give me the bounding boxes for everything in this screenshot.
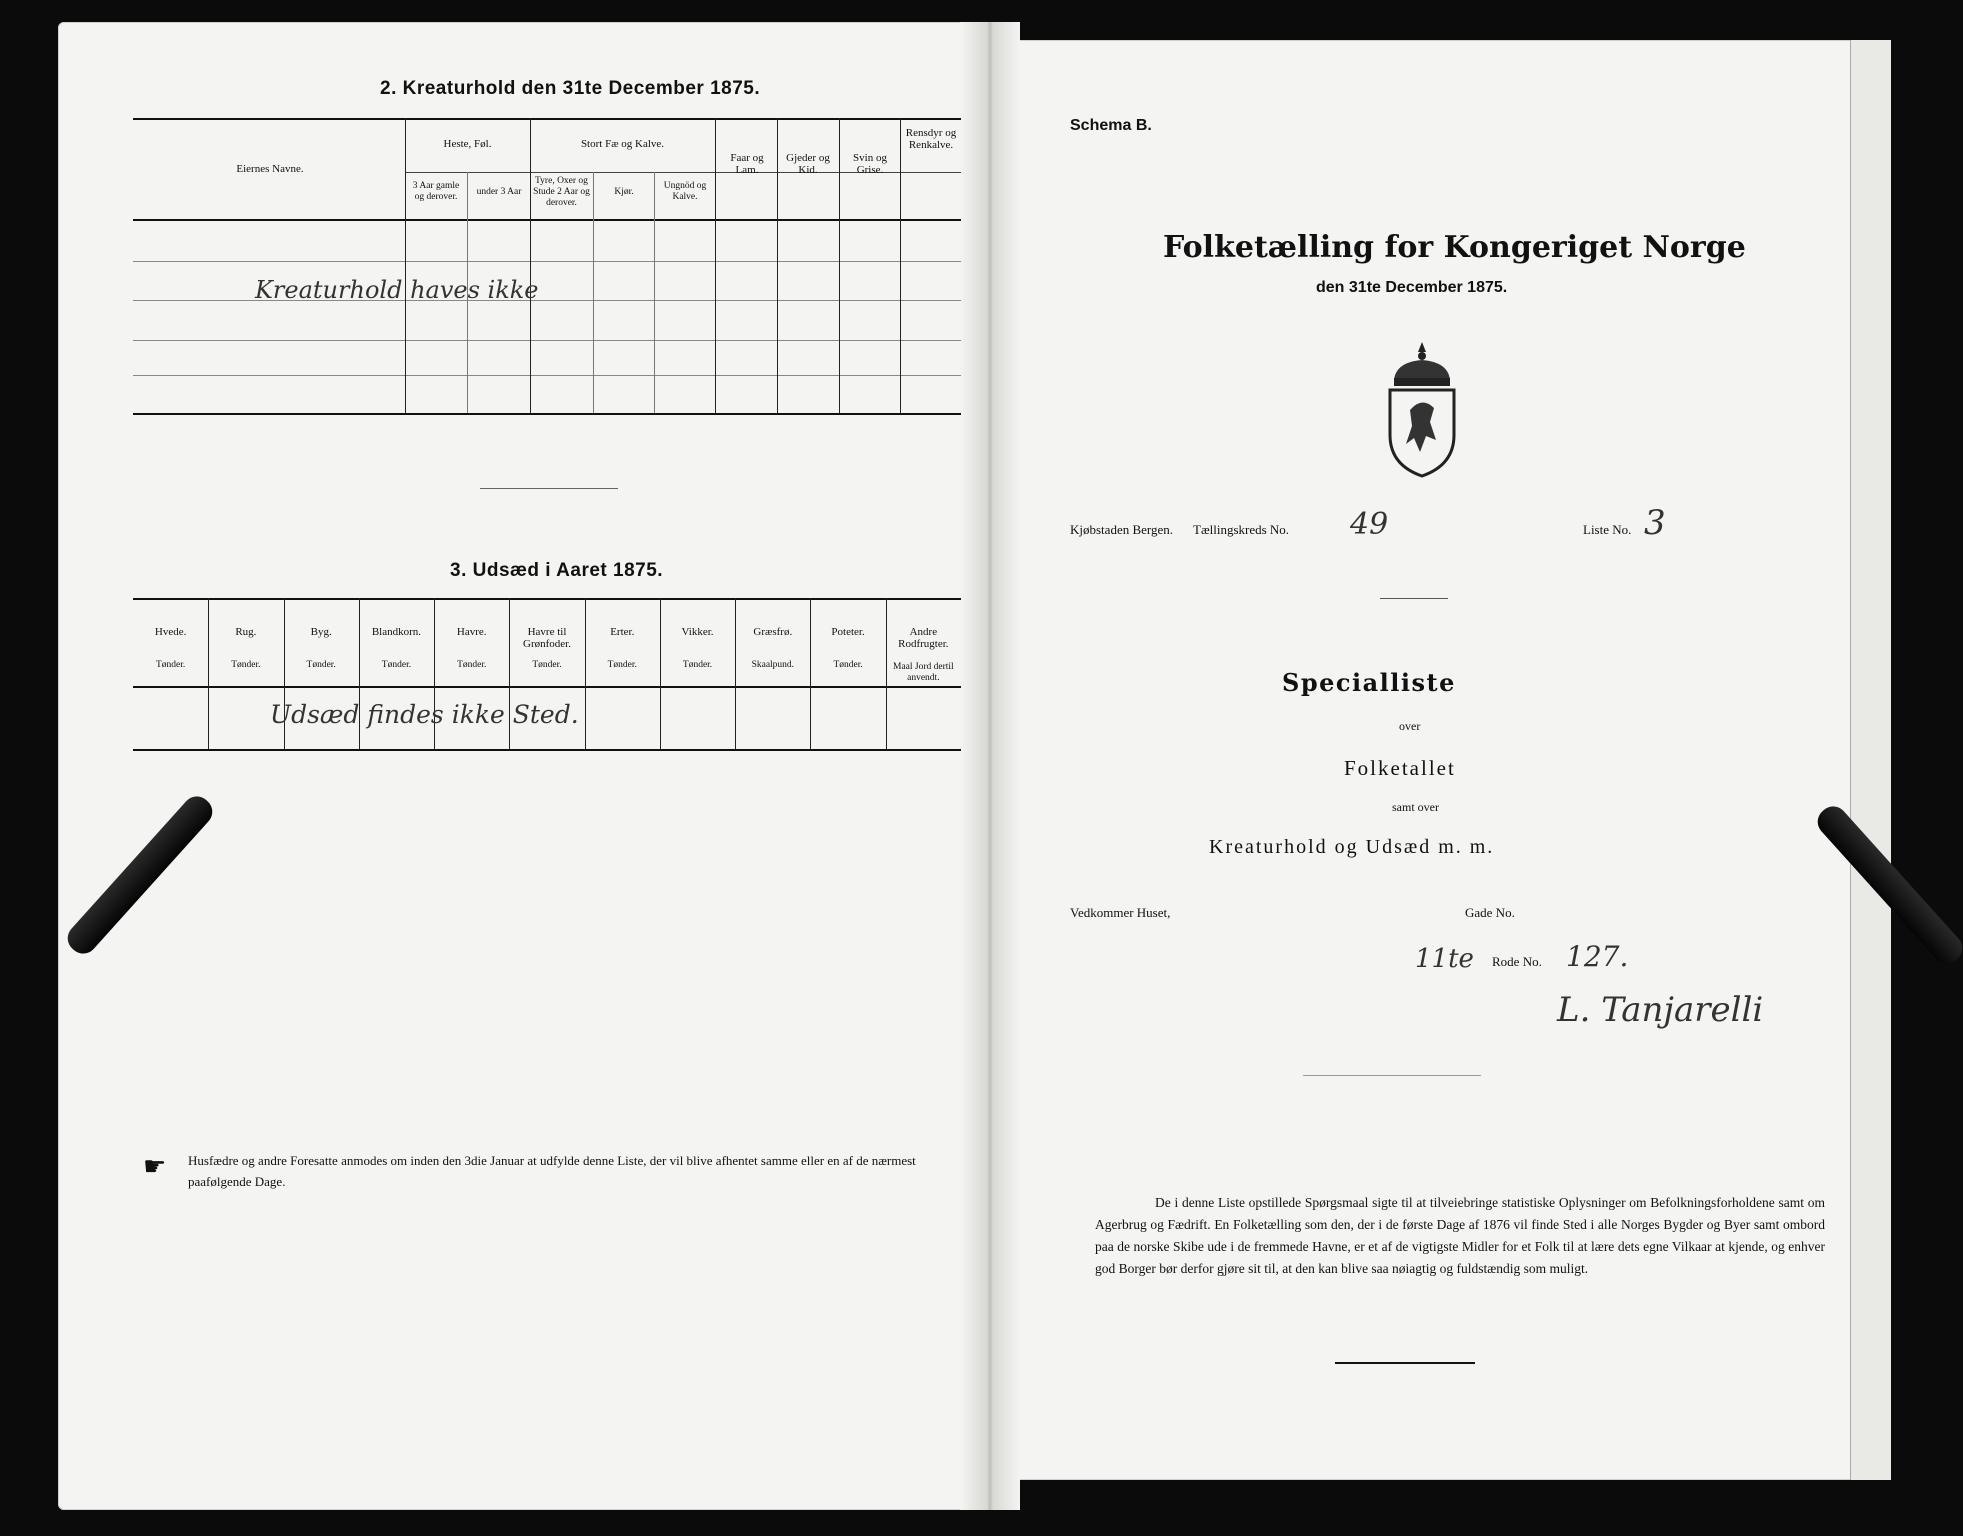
table3-top-rule — [133, 598, 961, 600]
col-cattle-bulls-header: Tyre, Oxer og Stude 2 Aar og derover. — [533, 176, 590, 208]
table3-col-label: Havre til Grønfoder. — [523, 626, 571, 650]
table2-col-divider — [839, 118, 840, 413]
section2-title: 2. Kreaturhold den 31te December 1875. — [380, 78, 761, 99]
street-label: Gade No. — [1465, 905, 1515, 920]
table3-col-label: Vikker. — [681, 626, 714, 638]
handwritten-sowing-entry: Udsæd findes ikke Sted. — [270, 700, 579, 729]
table3-col-unit: Tønder. — [833, 660, 863, 670]
table3-col-divider — [810, 598, 811, 749]
col-horses-young-header: under 3 Aar — [476, 187, 522, 197]
rode-value: 127. — [1566, 940, 1629, 973]
livestock-sowing-label: Kreaturhold og Udsæd m. m. — [1209, 836, 1495, 858]
table3-col-label: Hvede. — [154, 626, 187, 638]
table3-col-unit: Tønder. — [155, 660, 186, 670]
separator-rule — [1380, 598, 1448, 599]
closing-rule — [1335, 1362, 1475, 1364]
samt-over-label: samt over — [1392, 800, 1439, 814]
table3-col-unit: Tønder. — [381, 660, 412, 670]
table3-col-label: Rug. — [235, 626, 257, 638]
over-label: over — [1399, 719, 1421, 733]
coat-of-arms-icon — [1382, 340, 1462, 480]
table3-header-rule — [133, 686, 961, 688]
table3-col-label: Blandkorn. — [371, 626, 422, 638]
table3-col-label: Havre. — [456, 626, 487, 638]
col-pigs-header: Svin og Grise. — [853, 152, 887, 176]
list-label: Liste No. — [1583, 522, 1632, 537]
table3-col-unit: Tønder. — [457, 660, 487, 670]
table2-col-divider — [593, 172, 594, 413]
col-owner-header: Eiernes Navne. — [236, 163, 304, 175]
col-reindeer-header: Rensdyr og Renkalve. — [905, 127, 957, 151]
section3-title: 3. Udsæd i Aaret 1875. — [450, 560, 664, 581]
table3-col-label: Erter. — [610, 626, 635, 638]
col-goats-header: Gjeder og Kid. — [786, 152, 830, 176]
table3-col-divider — [585, 598, 586, 749]
col-cattle-cows-header: Kjør. — [614, 187, 634, 197]
handwritten-livestock-entry: Kreaturhold haves ikke — [255, 276, 539, 304]
list-value: 3 — [1644, 503, 1666, 543]
footnote-text: Husfædre og andre Foresatte anmodes om inden den 3die Januar at udfylde denne Liste, der vil blive afhentet samme eller en af de nærmest paafølgende Dage. — [188, 1153, 916, 1189]
table3-col-unit: Tønder. — [532, 660, 562, 670]
district-value: 49 — [1350, 507, 1389, 542]
district-label: Tællingskreds No. — [1193, 522, 1290, 537]
separator-rule — [1303, 1075, 1481, 1076]
table3-col-divider — [208, 598, 209, 749]
table3-col-unit: Tønder. — [607, 660, 637, 670]
table2-row-rule — [133, 340, 961, 341]
table3-col-unit: Skaalpund. — [751, 660, 795, 670]
rode-label: Rode No. — [1492, 954, 1542, 969]
table3-col-label: Poteter. — [831, 626, 865, 638]
table3-col-divider — [735, 598, 736, 749]
date-line: den 31te December 1875. — [1316, 279, 1508, 296]
table3-col-unit: Tønder. — [306, 660, 336, 670]
col-cattle-header: Stort Fæ og Kalve. — [580, 138, 665, 150]
explanatory-paragraph: De i denne Liste opstillede Spørgsmaal sigte til at tilveiebringe statistiske Oplysninger om Befolkningsforholdene samt om Agerbrug og Fædrift. En Folketælling som den, der i de første Dage af 1876 vil finde Sted i alle Norges Bygder og Byer samt ombord paa de norske Skibe ude i de fremmede Havne, er et af de vigtigste Midler for et Folk til at lære dets egne Vilkaar at kjende, og enhver god Borger bør derfor gjøre sit til, at den kan blive saa nøiagtig og fuldstændig som muligt. — [1095, 1195, 1825, 1276]
house-label: Vedkommer Huset, — [1070, 905, 1171, 920]
col-sheep-header: Faar og Lam. — [730, 152, 764, 176]
table3-col-label: Byg. — [310, 626, 332, 638]
table3-col-unit: Tønder. — [682, 660, 713, 670]
table2-row-rule — [133, 375, 961, 376]
separator-rule — [480, 488, 618, 489]
pointing-hand-icon: ☛ — [143, 1152, 167, 1181]
table2-top-rule — [133, 118, 961, 120]
table3-col-divider — [660, 598, 661, 749]
table2-col-divider — [900, 118, 901, 413]
col-cattle-young-header: Ungnöd og Kalve. — [663, 181, 707, 202]
table2-col-divider — [405, 118, 406, 413]
table2-col-divider — [715, 118, 716, 413]
col-horses-old-header: 3 Aar gamle og derover. — [412, 181, 460, 202]
signature: L. Tanjarelli — [1557, 990, 1764, 1030]
schema-label: Schema B. — [1070, 117, 1152, 134]
table2-col-divider — [530, 118, 531, 413]
table2-col-divider — [777, 118, 778, 413]
table2-bottom-rule — [133, 413, 961, 415]
page-edge-strip — [1850, 40, 1891, 1480]
table3-col-unit: Tønder. — [231, 660, 261, 670]
table3-col-divider — [886, 598, 887, 749]
table3-col-label: Andre Rodfrugter. — [898, 626, 949, 650]
table2-row-rule — [133, 261, 961, 262]
table2-col-divider — [654, 172, 655, 413]
book-gutter — [960, 22, 1020, 1510]
table3-col-unit: Maal Jord dertil anvendt. — [893, 662, 954, 683]
col-horses-header: Heste, Føl. — [443, 138, 492, 150]
table3-bottom-rule — [133, 749, 961, 751]
table3-col-label: Græsfrø. — [753, 626, 793, 638]
table2-header-rule — [133, 219, 961, 221]
folketallet-label: Folketallet — [1344, 756, 1456, 780]
city-label: Kjøbstaden Bergen. — [1070, 522, 1174, 537]
rode-prefix: 11te — [1415, 944, 1474, 974]
main-title: Folketælling for Kongeriget Norge — [1163, 230, 1746, 265]
special-list-title: Specialliste — [1282, 668, 1456, 697]
